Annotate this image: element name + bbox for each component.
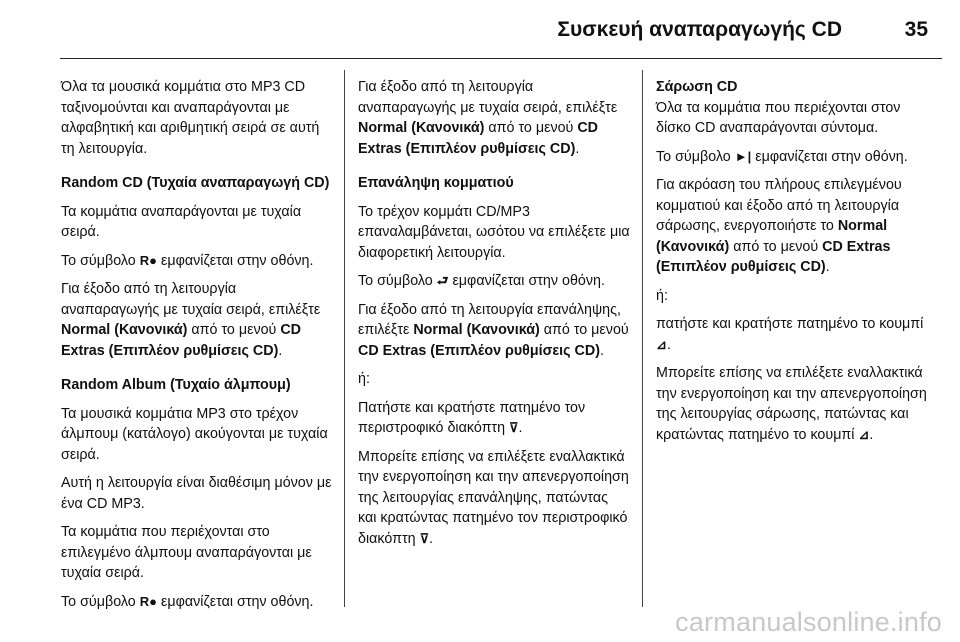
- random-album-heading: Random Album (Τυχαίο άλμπουμ): [61, 377, 291, 393]
- option-normal: Normal (Κανονικά): [656, 218, 888, 255]
- column-left: [61, 77, 333, 620]
- page-header: [0, 0, 960, 58]
- random-cd-exit-paragraph: Για έξοδο από τη λειτουργία αναπαραγωγής με τυχαία σειρά, επιλέξτε Normal (Κανονικά) από το μενού CD Extras (Επιπλέον ρυθμίσεις CD).: [61, 281, 321, 359]
- repeat-description: Το τρέχον κομμάτι CD/MP3 επαναλαμβάνεται, ωσότου να επιλέξετε μια διαφορετική λειτουργία.: [358, 203, 630, 261]
- watermark: carmanualsonline.info: [675, 607, 942, 637]
- repeat-toggle-paragraph: Μπορείτε επίσης να επιλέξετε εναλλακτικά την ενεργοποίηση και την απενεργοποίηση της λειτουργίας επανάληψης, πατώντας και κρατώντας πατημένο τον περιστροφικό διακόπτη ⊽.: [358, 448, 629, 547]
- repeat-icon: ⮐: [436, 273, 449, 288]
- scan-icon: ►|: [734, 148, 752, 164]
- repeat-symbol-paragraph: Το σύμβολο ⮐ εμφανίζεται στην οθόνη.: [358, 273, 605, 289]
- random-album-symbol-paragraph: Το σύμβολο R● εμφανίζεται στην οθόνη.: [61, 593, 314, 610]
- option-normal: Normal (Κανονικά): [358, 120, 485, 136]
- scan-press-paragraph: πατήστε και κρατήστε πατημένο το κουμπί ⊿.: [656, 316, 924, 353]
- button-icon: ⊿: [656, 336, 667, 352]
- scan-full-paragraph: Για ακρόαση του πλήρους επιλεγμένου κομματιού και έξοδο από τη λειτουργία σάρωσης, ενεργοποιήστε το Normal (Κανονικά) από το μενού CD Extras (Επιπλέον ρυθμίσεις CD).: [656, 177, 902, 275]
- scan-toggle-paragraph: Μπορείτε επίσης να επιλέξετε εναλλακτικά την ενεργοποίηση και την απενεργοποίηση της λειτουργίας σάρωσης, πατώντας και κρατώντας πατημένο το κουμπί ⊿.: [656, 365, 927, 443]
- random-cd-description: Τα κομμάτια αναπαράγονται με τυχαία σειρά.: [61, 203, 302, 240]
- option-normal: Normal (Κανονικά): [413, 322, 540, 338]
- repeat-exit-paragraph: Για έξοδο από τη λειτουργία επανάληψης, επιλέξτε Normal (Κανονικά) από το μενού CD Extras (Επιπλέον ρυθμίσεις CD).: [358, 301, 629, 359]
- random-icon: R●: [139, 593, 157, 609]
- rotary-knob-icon: ⊽: [509, 420, 519, 435]
- random-album-selected: Τα κομμάτια που περιέχονται στο επιλεγμένο άλμπουμ αναπαράγονται με τυχαία σειρά.: [61, 524, 312, 581]
- menu-cd-extras: CD Extras (Επιπλέον ρυθμίσεις CD): [61, 322, 302, 359]
- scan-heading: Σάρωση CD: [656, 79, 738, 95]
- menu-cd-extras: CD Extras (Επιπλέον ρυθμίσεις CD): [358, 342, 600, 359]
- scan-or: ή:: [656, 287, 668, 304]
- menu-cd-extras: CD Extras (Επιπλέον ρυθμίσεις CD): [358, 120, 599, 157]
- menu-cd-extras: CD Extras (Επιπλέον ρυθμίσεις CD): [656, 238, 891, 275]
- scan-description: Όλα τα κομμάτια που περιέχονται στον δίσκο CD αναπαράγονται σύντομα.: [656, 99, 901, 136]
- random-cd-symbol-paragraph: Το σύμβολο R● εμφανίζεται στην οθόνη.: [61, 252, 314, 269]
- column-right: [656, 77, 928, 453]
- page-title: Συσκευή αναπαραγωγής CD: [557, 18, 842, 41]
- repeat-heading: Επανάληψη κομματιού: [358, 175, 514, 191]
- column-divider-1: [344, 70, 345, 607]
- random-album-exit-paragraph: Για έξοδο από τη λειτουργία αναπαραγωγής με τυχαία σειρά, επιλέξτε Normal (Κανονικά) από το μενού CD Extras (Επιπλέον ρυθμίσεις CD).: [358, 79, 618, 157]
- random-album-availability: Αυτή η λειτουργία είναι διαθέσιμη μόνον με ένα CD MP3.: [61, 475, 332, 512]
- option-normal: Normal (Κανονικά): [61, 322, 188, 338]
- rotary-knob-icon: ⊽: [419, 530, 430, 546]
- repeat-or: ή:: [358, 371, 370, 387]
- button-icon: ⊿: [858, 426, 870, 442]
- scan-symbol-paragraph: Το σύμβολο ►| εμφανίζεται στην οθόνη.: [656, 148, 908, 165]
- random-cd-heading: Random CD (Τυχαία αναπαραγωγή CD): [61, 175, 330, 191]
- repeat-press-paragraph: Πατήστε και κρατήστε πατημένο τον περιστροφικό διακόπτη ⊽.: [358, 399, 586, 436]
- header-divider: [60, 58, 942, 59]
- column-divider-2: [642, 70, 643, 607]
- intro-paragraph: Όλα τα μουσικά κομμάτια στο MP3 CD ταξινομούνται και αναπαράγονται με αλφαβητική και αριθμητική σειρά σε αυτή τη λειτουργία.: [61, 79, 320, 157]
- page-number: 35: [904, 18, 928, 41]
- column-middle: [358, 77, 630, 557]
- random-icon: R●: [139, 252, 157, 268]
- random-album-description: Τα μουσικά κομμάτια MP3 στο τρέχον άλμπουμ (κατάλογο) ακούγονται με τυχαία σειρά.: [61, 405, 328, 463]
